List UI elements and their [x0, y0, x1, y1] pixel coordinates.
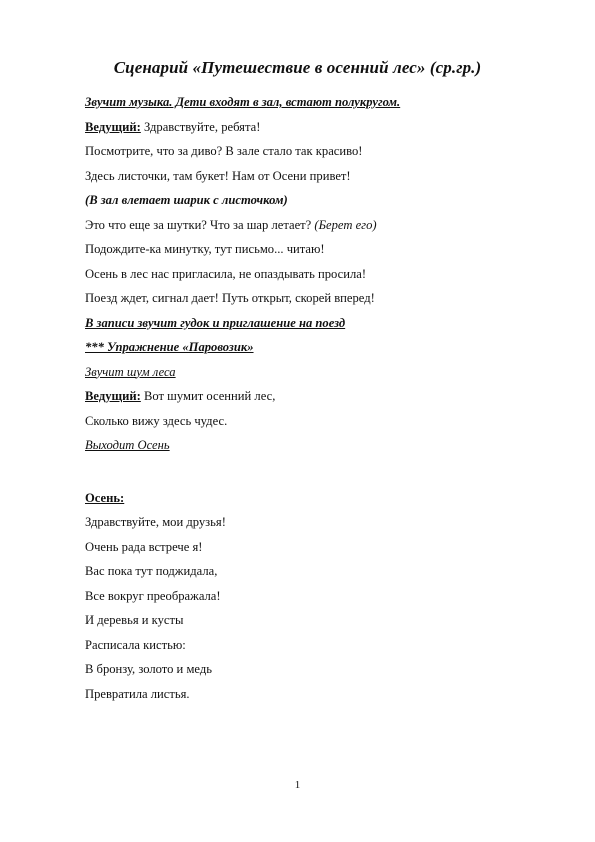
verse-line	[85, 687, 545, 712]
verse-text: В бронзу, золото и медь	[85, 662, 212, 676]
dialogue-text: Осень в лес нас пригласила, не опаздывать просила!	[85, 266, 367, 281]
verse-text: Очень рада встрече я!	[85, 539, 203, 554]
dialogue-line	[85, 389, 545, 414]
dialogue-text: Это что еще за шутки? Что за шар летает?	[85, 217, 315, 232]
verse-text: Превратила листья.	[85, 686, 190, 701]
verse-text: Расписала кистью:	[85, 637, 186, 652]
dialogue-line	[85, 242, 545, 267]
verse-line	[85, 540, 545, 565]
stage-direction-music	[85, 95, 545, 120]
dialogue-text: Сколько вижу здесь чудес.	[85, 413, 228, 428]
inline-stage-note: (Берет его)	[314, 217, 377, 232]
speaker-label: Ведущий:	[85, 119, 141, 134]
verse-line	[85, 589, 545, 614]
verse-line	[85, 515, 545, 540]
stage-direction-autumn-enters	[85, 438, 545, 463]
verse-text: Здравствуйте, мои друзья!	[85, 515, 226, 529]
dialogue-text: Вот шумит осенний лес,	[140, 389, 276, 403]
stage-direction-balloon	[85, 193, 545, 218]
dialogue-text: Подождите-ка минутку, тут письмо... читаю!	[85, 242, 325, 256]
dialogue-line	[85, 144, 545, 169]
exercise-title: *** Упражнение «Паровозик»	[85, 340, 254, 354]
dialogue-line	[85, 267, 545, 292]
verse-text: И деревья и кусты	[85, 613, 184, 627]
dialogue-line	[85, 120, 545, 145]
stage-direction-train	[85, 316, 545, 341]
verse-text: Вас пока тут поджидала,	[85, 564, 218, 578]
dialogue-text: Здесь листочки, там букет! Нам от Осени привет!	[85, 168, 351, 183]
verse-line	[85, 613, 545, 638]
stage-direction-forest	[85, 365, 545, 390]
stage-direction-text: Звучит музыка. Дети входят в зал, встают полукругом.	[85, 95, 401, 109]
page-number: 1	[294, 779, 301, 791]
stage-direction-text: В записи звучит гудок и приглашение на поезд	[85, 315, 346, 330]
dialogue-line	[85, 291, 545, 316]
verse-text: Все вокруг преображала!	[85, 588, 221, 603]
exercise-heading	[85, 340, 545, 365]
verse-line	[85, 564, 545, 589]
dialogue-line	[85, 169, 545, 194]
speaker-heading-autumn	[85, 491, 545, 516]
dialogue-line	[85, 414, 545, 439]
stage-direction-text: (В зал влетает шарик с листочком)	[85, 193, 288, 207]
dialogue-text: Посмотрите, что за диво? В зале стало так красиво!	[85, 144, 363, 158]
stage-direction-text: Звучит шум леса	[85, 364, 176, 379]
script-body	[85, 95, 545, 711]
speaker-label: Ведущий:	[85, 389, 141, 403]
page-title: Сценарий «Путешествие в осенний лес» (ср.гр.)	[113, 58, 482, 77]
dialogue-line	[85, 218, 545, 243]
speaker-label: Осень:	[85, 490, 125, 505]
dialogue-text: Здравствуйте, ребята!	[140, 119, 261, 134]
stage-direction-text: Выходит Осень	[85, 438, 170, 452]
verse-line	[85, 662, 545, 687]
verse-line	[85, 638, 545, 663]
dialogue-text: Поезд ждет, сигнал дает! Путь открыт, скорей вперед!	[85, 291, 375, 305]
